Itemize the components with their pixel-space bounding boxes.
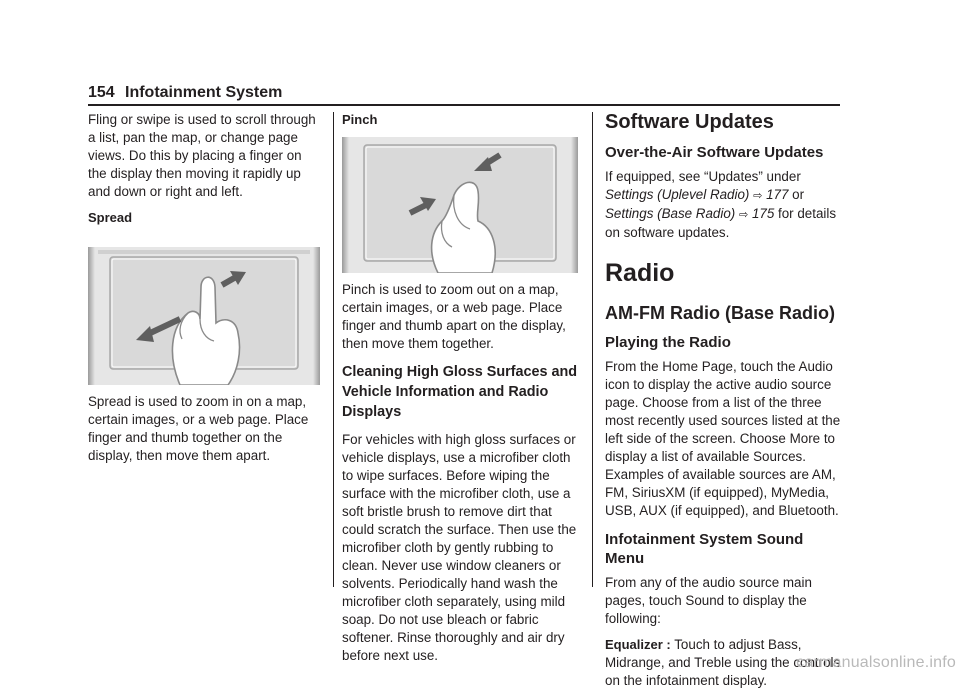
page-ref-175[interactable]: 175	[751, 206, 775, 221]
page-header	[88, 84, 840, 104]
column-divider	[333, 112, 334, 587]
sound-menu-paragraph: From any of the audio source main pages, touch Sound to display the following:	[605, 575, 812, 626]
settings-uplevel-link[interactable]: Settings (Uplevel Radio)	[605, 187, 750, 202]
software-updates-heading: Software Updates	[605, 111, 774, 133]
playing-radio-heading: Playing the Radio	[605, 334, 731, 351]
ota-heading: Over-the-Air Software Updates	[605, 144, 824, 161]
pinch-gesture-illustration	[342, 137, 578, 273]
header-rule	[88, 104, 840, 106]
pinch-paragraph: Pinch is used to zoom out on a map, certain images, or a web page. Place finger and thumb apart on the display, then move them together.	[342, 282, 566, 351]
equalizer-item: Equalizer : Touch to adjust Bass, Midrange, and Treble using the controls on the infotainment display.	[605, 637, 841, 688]
page-ref-177[interactable]: 177	[766, 187, 789, 202]
spread-label: Spread	[88, 210, 133, 225]
column-3	[605, 110, 845, 690]
ota-paragraph: If equipped, see “Updates” under Settings (Uplevel Radio) ⇨ 177 or Settings (Base Radio) ⇨ 175 for details on software updates.	[605, 169, 837, 240]
column-2	[342, 111, 580, 665]
equalizer-label: Equalizer :	[605, 637, 671, 652]
fling-paragraph: Fling or swipe is used to scroll through a list, pan the map, or change page views. Do this by placing a finger on the display then moving it rapidly up and down or right and left.	[88, 112, 316, 199]
page-ref-arrow-icon: ⇨	[739, 209, 749, 221]
cleaning-heading: Cleaning High Gloss Surfaces and Vehicle Information and Radio Displays	[342, 364, 578, 420]
amfm-heading: AM-FM Radio (Base Radio)	[605, 303, 836, 323]
pinch-label: Pinch	[342, 112, 378, 127]
section-title: Infotainment System	[125, 84, 283, 101]
sound-menu-heading: Infotainment System Sound Menu	[605, 531, 804, 567]
playing-radio-paragraph: From the Home Page, touch the Audio icon to display the active audio source page. Choose from a list of the three most recently used sources listed at the left side of the screen. Choose More to display a list of available Sources. Examples of available sources are AM, FM, SiriusXM (if equipped), MyMedia, USB, AUX (if equipped), and Bluetooth.	[605, 359, 841, 518]
cleaning-paragraph: For vehicles with high gloss surfaces or vehicle displays, use a microfiber cloth to wipe surfaces. Before wiping the surface with the microfiber cloth, use a soft bristle brush to remove dirt that could scratch the surface. Then use the microfiber cloth by gently rubbing to clean. Never use window cleaners or solvents. Periodically hand wash the microfiber cloth separately, using mild soap. Do not use bleach or fabric softener. Rinse thoroughly and air dry before next use.	[342, 432, 577, 663]
spread-paragraph: Spread is used to zoom in on a map, certain images, or a web page. Place finger and thumb together on the display, then move them apart.	[88, 394, 309, 463]
column-1	[88, 111, 320, 465]
watermark: carmanualsonline.info	[796, 654, 956, 671]
spread-gesture-illustration	[88, 247, 320, 385]
settings-base-link[interactable]: Settings (Base Radio)	[605, 206, 736, 221]
column-divider	[592, 112, 593, 587]
radio-heading: Radio	[605, 259, 675, 287]
page-ref-arrow-icon: ⇨	[753, 190, 763, 202]
page-number: 154	[88, 84, 115, 101]
